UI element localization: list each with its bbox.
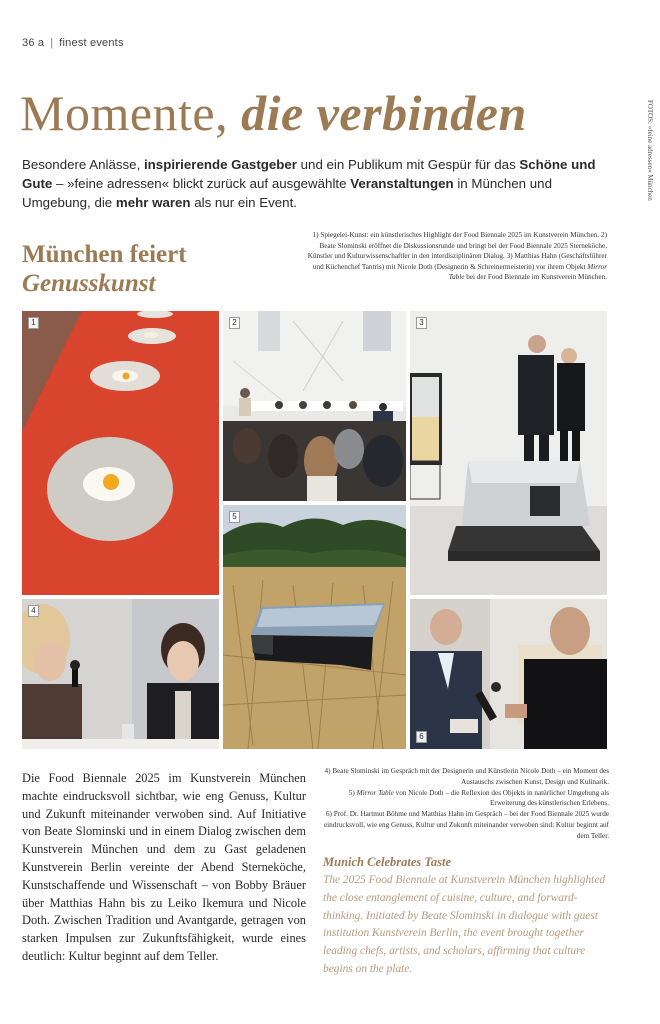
caption-italic: Mirror Table <box>356 788 394 797</box>
photo-4-image <box>22 599 219 749</box>
photo-boehme-hahn <box>410 599 607 749</box>
caption-top <box>300 230 607 283</box>
photo-credit-text: FOTOS: »feine adressen« München <box>646 100 654 201</box>
caption-text: von Nicole Doth – die Reflexion des Objekts in natürlicher Umgebung als Erweiterung des künstlerischen Erlebens. <box>393 788 609 808</box>
title-accent: die verbinden <box>241 85 527 141</box>
intro-text: in München und Umgebung, die <box>22 176 552 210</box>
caption-bottom <box>318 766 609 842</box>
photo-number-6: 6 <box>416 731 427 743</box>
english-title: Munich Celebrates Taste <box>323 855 452 869</box>
photo-3-image <box>410 311 607 595</box>
photo-2-image <box>223 311 406 501</box>
photo-slominski-doth <box>22 599 219 749</box>
article-body: Die Food Biennale 2025 im Kunstverein München machte eindrucksvoll sichtbar, wie eng Genuss, Kultur und Zukunft miteinander verwoben sind. Auf Initiative von Beate Slominski und in einem Dialog zwischen dem Kunstverein München und dem zu Gast geladenen Kunstverein Berlin vereinte der Abend Sterneköche, Kunstschaffende und Wissenschaft – von Bobby Bräuer über Matthias Hahn bis zu Leiko Ikemura und Nicole Doth. Zwischen Tradition und Avantgarde, getragen von starken Impulsen zur Zukunftsfähigkeit, wurde eines deutlich: Kultur beginnt auf dem Teller. <box>22 771 306 963</box>
photo-discussion-round <box>223 311 406 501</box>
caption-italic: Mirror Table <box>448 262 607 282</box>
photo-5-image <box>223 505 406 749</box>
section-label: finest events <box>59 37 124 49</box>
photo-number-5: 5 <box>229 511 240 523</box>
page-number: 36 a <box>22 37 45 49</box>
photo-number-2: 2 <box>229 317 240 329</box>
photo-mirror-table-field <box>223 505 406 749</box>
header-separator: | <box>50 37 54 49</box>
photo-fried-egg-table <box>22 311 219 595</box>
photo-6-image <box>410 599 607 749</box>
page-title <box>20 85 527 141</box>
caption-text: bei der Food Biennale im Kunstverein München. <box>464 273 607 282</box>
intro-bold: mehr waren <box>115 195 191 210</box>
page-header <box>22 37 124 49</box>
caption-4: 4) Beate Slominski im Gespräch mit der Designerin und Künstlerin Nicole Doth – ein Moment des Austauschs zwischen Kunst, Design und Kulinarik. <box>324 767 609 786</box>
photo-number-3: 3 <box>416 317 427 329</box>
intro-text: als nur ein Event. <box>190 195 297 210</box>
intro-text: und ein Publikum mit Gespür für das <box>296 157 520 172</box>
intro-bold: inspirierende Gastgeber <box>143 157 297 172</box>
intro-paragraph <box>22 155 622 212</box>
photo-number-4: 4 <box>28 605 39 617</box>
english-summary: The 2025 Food Biennale at Kunstverein München highlighted the close entanglement of cuisine, culture, and forward-thinking. Initiated by Beate Slominski in dialogue with guest institution Kunstverein Berlin, the event brought together leading chefs, artists, and scholars, affirming that culture begins on the plate. <box>323 874 606 975</box>
caption-text: 5) <box>348 788 357 797</box>
photo-hahn-doth-mirror-table <box>410 311 607 595</box>
photo-1-image <box>22 311 219 595</box>
intro-bold: Schöne und Gute <box>22 157 596 191</box>
title-regular: Momente, <box>20 85 229 141</box>
intro-bold: Veranstaltungen <box>350 176 454 191</box>
caption-6: 6) Prof. Dr. Hartmut Böhme und Matthias Hahn im Gespräch – bei der Food Biennale 2025 wurde eindrucksvoll, wie eng Genuss, Kultur und Zukunft miteinander verwoben sind: Kultur beginnt auf dem Teller. <box>323 810 609 840</box>
section-title-line1: München feiert <box>22 241 187 268</box>
caption-text: 1) Spiegelei-Kunst: ein künstlerisches Highlight der Food Biennale 2025 im Kunstverein München. 2) Beate Slominski eröffnet die Diskussionsrunde und bringt bei der Food Biennale 2025 Sterneköche, Künstler und Kulturwissenschaftler in den interdisziplinären Dialog. 3) Matthias Hahn (Geschäftsführer und Küchenchef Tantris) mit Nicole Doth (Designerin & Schreinermeisterin) vor ihrem Objekt <box>307 231 607 271</box>
intro-text: Besondere Anlässe, <box>22 157 144 172</box>
caption-5 <box>318 788 609 810</box>
intro-text: – »feine adressen« blickt zurück auf ausgewählte <box>52 176 351 191</box>
section-title-line2: Genusskunst <box>22 270 156 297</box>
photo-credit <box>644 100 656 240</box>
section-title <box>22 240 187 298</box>
photo-number-1: 1 <box>28 317 39 329</box>
